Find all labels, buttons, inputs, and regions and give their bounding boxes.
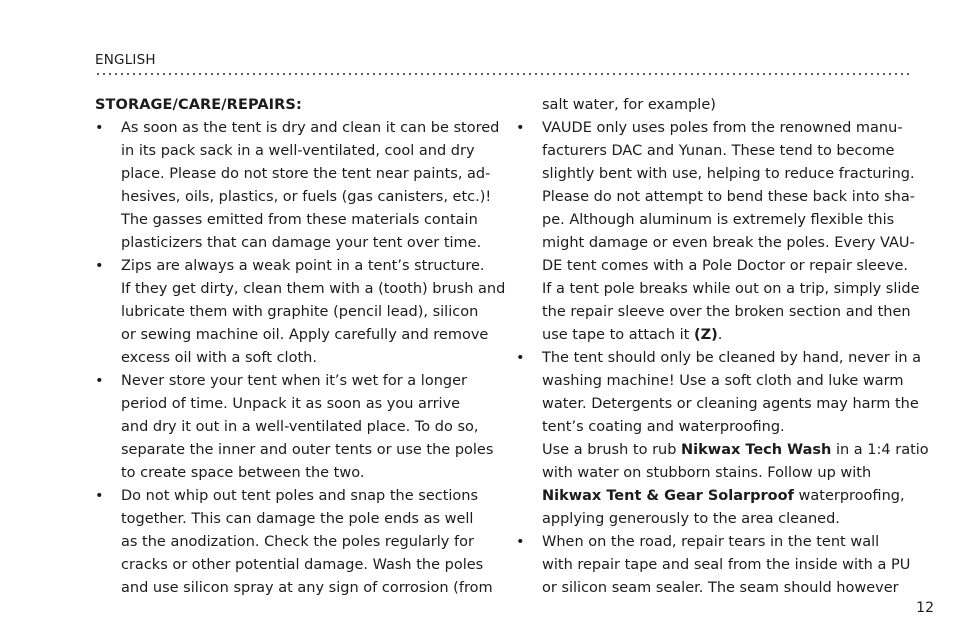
- text-line: place. Please do not store the tent near paints, ad-: [121, 166, 491, 182]
- left-column: [95, 94, 506, 600]
- left-bullet-list: [95, 117, 506, 600]
- list-item: [95, 485, 500, 600]
- text-line: or sewing machine oil. Apply carefully and remove: [121, 327, 489, 343]
- text-segment: Use a brush to rub: [542, 442, 682, 458]
- list-item: [516, 117, 920, 347]
- figure-reference: (Z): [693, 327, 718, 343]
- text-line: in its pack sack in a well-ventilated, cool and dry: [121, 143, 475, 159]
- text-line: [542, 485, 916, 508]
- text-line: Do not whip out tent poles and snap the sections: [121, 488, 479, 504]
- text-line: separate the inner and outer tents or use the poles: [121, 442, 494, 458]
- text-line: with repair tape and seal from the inside with a PU: [542, 557, 911, 573]
- right-column: [516, 94, 929, 600]
- text-line: cracks or other potential damage. Wash the poles: [121, 557, 484, 573]
- text-line: together. This can damage the pole ends as well: [121, 511, 474, 527]
- text-line: slightly bent with use, helping to reduce fracturing.: [542, 166, 915, 182]
- product-name: Nikwax Tech Wash: [681, 442, 832, 458]
- continued-text-line: salt water, for example): [542, 97, 716, 113]
- text-line: and use silicon spray at any sign of corrosion (from: [121, 580, 493, 596]
- text-line: plasticizers that can damage your tent over time.: [121, 235, 482, 251]
- list-item: [95, 255, 506, 370]
- text-line: the repair sleeve over the broken section and then: [542, 304, 911, 320]
- section-heading: STORAGE/CARE/REPAIRS:: [95, 97, 302, 113]
- text-line: Never store your tent when it’s wet for a longer: [121, 373, 467, 389]
- text-line: period of time. Unpack it as soon as you arrive: [121, 396, 461, 412]
- text-line: If they get dirty, clean them with a (tooth) brush and: [121, 281, 506, 297]
- text-line: or silicon seam sealer. The seam should however: [542, 580, 899, 596]
- language-label: ENGLISH: [95, 52, 156, 68]
- text-line: might damage or even break the poles. Every VAU-: [542, 235, 915, 251]
- text-line: lubricate them with graphite (pencil lead), silicon: [121, 304, 479, 320]
- text-line: The tent should only be cleaned by hand, never in a: [542, 350, 922, 366]
- text-line: to create space between the two.: [121, 465, 365, 481]
- text-line: Please do not attempt to bend these back into sha-: [542, 189, 915, 205]
- text-line: pe. Although aluminum is extremely flexible this: [542, 212, 895, 228]
- page-number: 12: [916, 600, 934, 616]
- product-name: Nikwax Tent & Gear Solarproof: [542, 488, 794, 504]
- text-line: and dry it out in a well-ventilated place. To do so,: [121, 419, 479, 435]
- text-line: The gasses emitted from these materials contain: [121, 212, 478, 228]
- list-item: [516, 531, 916, 600]
- text-line: VAUDE only uses poles from the renowned manu-: [542, 120, 903, 136]
- text-line: as the anodization. Check the poles regularly for: [121, 534, 474, 550]
- text-line: water. Detergents or cleaning agents may harm the: [542, 396, 919, 412]
- text-line: [542, 439, 929, 462]
- list-item: [95, 117, 500, 255]
- dotted-divider: [95, 73, 913, 75]
- bullet-icon: •: [95, 120, 104, 136]
- text-line: with water on stubborn stains. Follow up with: [542, 465, 872, 481]
- bullet-icon: •: [516, 120, 525, 136]
- text-line: excess oil with a soft cloth.: [121, 350, 317, 366]
- bullet-icon: •: [95, 488, 104, 504]
- text-segment: waterproofing,: [793, 488, 905, 504]
- text-line: When on the road, repair tears in the tent wall: [542, 534, 880, 550]
- right-bullet-list: [516, 117, 929, 600]
- text-line: DE tent comes with a Pole Doctor or repair sleeve.: [542, 258, 908, 274]
- bullet-icon: •: [516, 350, 525, 366]
- list-item: [95, 370, 500, 485]
- text-line: applying generously to the area cleaned.: [542, 511, 840, 527]
- text-line: tent’s coating and waterproofing.: [542, 419, 785, 435]
- text-segment: in a 1:4 ratio: [831, 442, 929, 458]
- text-line: facturers DAC and Yunan. These tend to become: [542, 143, 895, 159]
- text-line: As soon as the tent is dry and clean it can be stored: [121, 120, 500, 136]
- text-line: [542, 324, 916, 347]
- bullet-icon: •: [95, 373, 104, 389]
- text-segment: use tape to attach it: [542, 327, 694, 343]
- text-line: hesives, oils, plastics, or fuels (gas canisters, etc.)!: [121, 189, 492, 205]
- text-line: Zips are always a weak point in a tent’s structure.: [121, 258, 485, 274]
- text-line: washing machine! Use a soft cloth and luke warm: [542, 373, 904, 389]
- bullet-icon: •: [516, 534, 525, 550]
- text-segment: .: [717, 327, 723, 343]
- bullet-icon: •: [95, 258, 104, 274]
- list-item: [516, 347, 929, 531]
- text-line: If a tent pole breaks while out on a trip, simply slide: [542, 281, 920, 297]
